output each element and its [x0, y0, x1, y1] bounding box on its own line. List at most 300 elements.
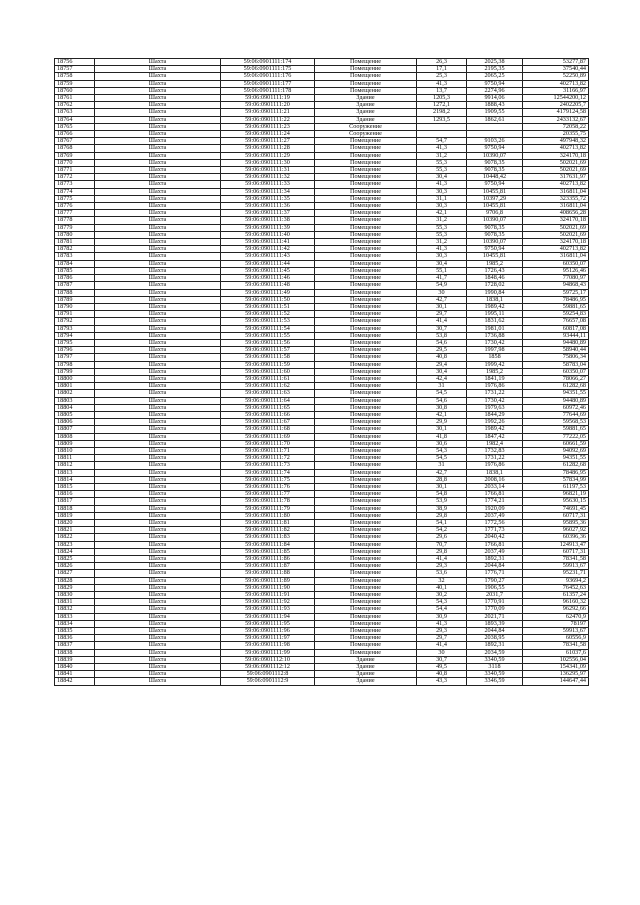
cadastral-number-cell: 59:06:0901111:37	[221, 210, 315, 217]
area-cell: 54,6	[417, 397, 467, 404]
cadastral-number-cell: 59:06:0901111:95	[221, 620, 315, 627]
cadastral-number-cell: 59:06:0901111:70	[221, 440, 315, 447]
row-number-cell: 18815	[55, 483, 95, 490]
table-row	[55, 419, 589, 426]
cadastral-number-cell: 59:06:0901111:94	[221, 613, 315, 620]
unit-value-cell: 10390,07	[467, 217, 523, 224]
location-cell: Шахта	[95, 87, 221, 94]
cadastral-number-cell: 59:06:0901111:92	[221, 599, 315, 606]
unit-value-cell: 2021,71	[467, 613, 523, 620]
area-cell: 32	[417, 577, 467, 584]
location-cell: Шахта	[95, 498, 221, 505]
area-cell: 31,1	[417, 195, 467, 202]
total-value-cell: 61037,6	[523, 649, 589, 656]
table-row	[55, 606, 589, 613]
object-type-cell: Помещение	[315, 354, 417, 361]
total-value-cell: 77222,05	[523, 433, 589, 440]
unit-value-cell: 1985,2	[467, 368, 523, 375]
table-row	[55, 152, 589, 159]
location-cell: Шахта	[95, 390, 221, 397]
cadastral-number-cell: 59:06:0901111:90	[221, 584, 315, 591]
cadastral-number-cell: 59:06:0901111:41	[221, 239, 315, 246]
table-row	[55, 260, 589, 267]
location-cell: Шахта	[95, 613, 221, 620]
cadastral-number-cell: 59:06:0901112:12	[221, 664, 315, 671]
row-number-cell: 18767	[55, 138, 95, 145]
location-cell: Шахта	[95, 642, 221, 649]
location-cell: Шахта	[95, 318, 221, 325]
unit-value-cell: 1999,42	[467, 361, 523, 368]
area-cell: 41,3	[417, 80, 467, 87]
cadastral-number-cell: 59:06:0901111:82	[221, 527, 315, 534]
object-type-cell: Помещение	[315, 318, 417, 325]
object-type-cell: Помещение	[315, 311, 417, 318]
unit-value-cell: 9750,94	[467, 145, 523, 152]
location-cell: Шахта	[95, 145, 221, 152]
total-value-cell: 316811,04	[523, 203, 589, 210]
area-cell: 30,4	[417, 260, 467, 267]
object-type-cell: Помещение	[315, 570, 417, 577]
cadastral-number-cell: 59:06:0901111:86	[221, 556, 315, 563]
row-number-cell: 18807	[55, 426, 95, 433]
table-row	[55, 217, 589, 224]
cadastral-number-cell: 59:06:0901111:57	[221, 347, 315, 354]
table-row	[55, 512, 589, 519]
location-cell: Шахта	[95, 339, 221, 346]
cadastral-number-cell: 59:06:0901111:69	[221, 433, 315, 440]
object-type-cell: Сооружение	[315, 123, 417, 130]
cadastral-number-cell: 59:06:0901111:80	[221, 512, 315, 519]
table-row	[55, 440, 589, 447]
cadastral-number-cell: 59:06:0901111:54	[221, 325, 315, 332]
total-value-cell: 402713,82	[523, 246, 589, 253]
area-cell: 29,7	[417, 311, 467, 318]
location-cell: Шахта	[95, 354, 221, 361]
unit-value-cell: 1858	[467, 354, 523, 361]
unit-value-cell: 2034,59	[467, 649, 523, 656]
row-number-cell: 18776	[55, 203, 95, 210]
cadastral-number-cell: 59:06:0901111:53	[221, 318, 315, 325]
total-value-cell: 59725,17	[523, 289, 589, 296]
unit-value-cell: 1976,86	[467, 383, 523, 390]
property-table	[54, 58, 589, 686]
location-cell: Шахта	[95, 123, 221, 130]
table-row	[55, 556, 589, 563]
cadastral-number-cell: 59:06:0901111:49	[221, 289, 315, 296]
unit-value-cell: 3118	[467, 664, 523, 671]
total-value-cell: 60717,31	[523, 548, 589, 555]
area-cell: 38,9	[417, 505, 467, 512]
cadastral-number-cell: 59:06:0901111:174	[221, 59, 315, 66]
table-row	[55, 548, 589, 555]
table-row	[55, 383, 589, 390]
object-type-cell: Помещение	[315, 66, 417, 73]
area-cell: 30,3	[417, 253, 467, 260]
row-number-cell: 18809	[55, 440, 95, 447]
cadastral-number-cell: 59:06:0901112:9	[221, 678, 315, 685]
unit-value-cell: 2037,49	[467, 548, 523, 555]
row-number-cell: 18768	[55, 145, 95, 152]
row-number-cell: 18831	[55, 599, 95, 606]
object-type-cell: Помещение	[315, 231, 417, 238]
cadastral-number-cell: 59:06:0901111:74	[221, 469, 315, 476]
cadastral-number-cell: 59:06:0901111:84	[221, 541, 315, 548]
area-cell: 55,3	[417, 159, 467, 166]
row-number-cell: 18813	[55, 469, 95, 476]
table-row	[55, 102, 589, 109]
total-value-cell: 75806,34	[523, 354, 589, 361]
cadastral-number-cell: 59:06:0901111:27	[221, 138, 315, 145]
location-cell: Шахта	[95, 131, 221, 138]
total-value-cell: 324170,18	[523, 217, 589, 224]
location-cell: Шахта	[95, 577, 221, 584]
unit-value-cell: 10390,07	[467, 239, 523, 246]
area-cell: 40,8	[417, 671, 467, 678]
table-row	[55, 635, 589, 642]
cadastral-number-cell: 59:06:0901111:35	[221, 195, 315, 202]
total-value-cell: 316811,04	[523, 253, 589, 260]
location-cell: Шахта	[95, 311, 221, 318]
location-cell: Шахта	[95, 167, 221, 174]
unit-value-cell: 1770,91	[467, 599, 523, 606]
total-value-cell: 60972,46	[523, 404, 589, 411]
cadastral-number-cell: 59:06:0901111:61	[221, 375, 315, 382]
total-value-cell: 402713,82	[523, 181, 589, 188]
object-type-cell: Здание	[315, 95, 417, 102]
row-number-cell: 18764	[55, 116, 95, 123]
unit-value-cell: 1893,39	[467, 620, 523, 627]
table-row	[55, 59, 589, 66]
total-value-cell: 95231,71	[523, 570, 589, 577]
area-cell: 43,3	[417, 678, 467, 685]
object-type-cell: Помещение	[315, 469, 417, 476]
location-cell: Шахта	[95, 375, 221, 382]
unit-value-cell: 1766,81	[467, 541, 523, 548]
unit-value-cell: 10455,81	[467, 203, 523, 210]
row-number-cell: 18822	[55, 534, 95, 541]
location-cell: Шахта	[95, 426, 221, 433]
total-value-cell: 59913,67	[523, 563, 589, 570]
location-cell: Шахта	[95, 296, 221, 303]
location-cell: Шахта	[95, 109, 221, 116]
unit-value-cell: 1862,61	[467, 116, 523, 123]
area-cell: 25,3	[417, 73, 467, 80]
unit-value-cell: 2044,84	[467, 628, 523, 635]
object-type-cell: Помещение	[315, 253, 417, 260]
table-row	[55, 678, 589, 685]
table-row	[55, 563, 589, 570]
table-row	[55, 426, 589, 433]
row-number-cell: 18798	[55, 361, 95, 368]
location-cell: Шахта	[95, 433, 221, 440]
row-number-cell: 18765	[55, 123, 95, 130]
object-type-cell: Помещение	[315, 577, 417, 584]
area-cell: 54,5	[417, 455, 467, 462]
object-type-cell: Помещение	[315, 325, 417, 332]
location-cell: Шахта	[95, 195, 221, 202]
location-cell: Шахта	[95, 556, 221, 563]
area-cell: 30,1	[417, 426, 467, 433]
unit-value-cell: 1997,98	[467, 347, 523, 354]
row-number-cell: 18828	[55, 577, 95, 584]
table-row	[55, 649, 589, 656]
area-cell	[417, 131, 467, 138]
area-cell: 54,7	[417, 138, 467, 145]
cadastral-number-cell: 59:06:0901111:177	[221, 80, 315, 87]
cadastral-number-cell: 59:06:0901111:46	[221, 275, 315, 282]
unit-value-cell: 3346,59	[467, 678, 523, 685]
cadastral-number-cell: 59:06:0901111:78	[221, 498, 315, 505]
total-value-cell: 93694,2	[523, 577, 589, 584]
cadastral-number-cell: 59:06:0901111:40	[221, 231, 315, 238]
total-value-cell: 59913,67	[523, 628, 589, 635]
row-number-cell: 18808	[55, 433, 95, 440]
object-type-cell: Помещение	[315, 599, 417, 606]
area-cell: 54,3	[417, 599, 467, 606]
object-type-cell: Помещение	[315, 483, 417, 490]
area-cell: 29,9	[417, 419, 467, 426]
row-number-cell: 18783	[55, 253, 95, 260]
object-type-cell: Помещение	[315, 440, 417, 447]
location-cell: Шахта	[95, 483, 221, 490]
cadastral-number-cell: 59:06:0901111:60	[221, 368, 315, 375]
row-number-cell: 18800	[55, 375, 95, 382]
unit-value-cell: 1790,27	[467, 577, 523, 584]
area-cell: 40,8	[417, 354, 467, 361]
object-type-cell: Помещение	[315, 411, 417, 418]
area-cell	[417, 123, 467, 130]
area-cell: 42,7	[417, 469, 467, 476]
row-number-cell: 18757	[55, 66, 95, 73]
area-cell: 41,8	[417, 433, 467, 440]
total-value-cell: 102556,04	[523, 656, 589, 663]
unit-value-cell: 9078,35	[467, 224, 523, 231]
row-number-cell: 18833	[55, 613, 95, 620]
unit-value-cell: 1776,71	[467, 570, 523, 577]
cadastral-number-cell: 59:06:0901111:93	[221, 606, 315, 613]
area-cell: 54,8	[417, 491, 467, 498]
area-cell: 42,1	[417, 210, 467, 217]
area-cell: 31	[417, 383, 467, 390]
location-cell: Шахта	[95, 253, 221, 260]
table-row	[55, 447, 589, 454]
row-number-cell: 18797	[55, 354, 95, 361]
object-type-cell: Помещение	[315, 404, 417, 411]
object-type-cell: Здание	[315, 102, 417, 109]
object-type-cell: Помещение	[315, 433, 417, 440]
cadastral-number-cell: 59:06:0901111:43	[221, 253, 315, 260]
location-cell: Шахта	[95, 534, 221, 541]
area-cell: 54,6	[417, 339, 467, 346]
location-cell: Шахта	[95, 239, 221, 246]
table-row	[55, 570, 589, 577]
table-row	[55, 282, 589, 289]
area-cell: 53,6	[417, 570, 467, 577]
location-cell: Шахта	[95, 210, 221, 217]
row-number-cell: 18769	[55, 152, 95, 159]
area-cell: 31	[417, 462, 467, 469]
cadastral-number-cell: 59:06:0901111:23	[221, 123, 315, 130]
row-number-cell: 18779	[55, 224, 95, 231]
total-value-cell: 502021,69	[523, 224, 589, 231]
total-value-cell: 78341,58	[523, 556, 589, 563]
total-value-cell: 78486,95	[523, 469, 589, 476]
unit-value-cell: 1838,1	[467, 469, 523, 476]
unit-value-cell: 1985,2	[467, 260, 523, 267]
cadastral-number-cell: 59:06:0901111:34	[221, 188, 315, 195]
location-cell: Шахта	[95, 289, 221, 296]
row-number-cell: 18838	[55, 649, 95, 656]
area-cell: 28,8	[417, 476, 467, 483]
area-cell: 29,8	[417, 548, 467, 555]
row-number-cell: 18777	[55, 210, 95, 217]
table-row	[55, 174, 589, 181]
table-row	[55, 671, 589, 678]
area-cell: 30,8	[417, 404, 467, 411]
area-cell: 26,3	[417, 59, 467, 66]
unit-value-cell: 9914,06	[467, 95, 523, 102]
unit-value-cell: 3340,59	[467, 656, 523, 663]
unit-value-cell: 2025,38	[467, 59, 523, 66]
table-row	[55, 520, 589, 527]
total-value-cell: 94351,55	[523, 455, 589, 462]
row-number-cell: 18806	[55, 419, 95, 426]
object-type-cell: Помещение	[315, 210, 417, 217]
total-value-cell: 94480,89	[523, 339, 589, 346]
table-row	[55, 390, 589, 397]
table-row	[55, 73, 589, 80]
unit-value-cell: 1990,84	[467, 289, 523, 296]
object-type-cell: Сооружение	[315, 131, 417, 138]
unit-value-cell: 1766,81	[467, 491, 523, 498]
unit-value-cell: 1989,42	[467, 426, 523, 433]
table-row	[55, 210, 589, 217]
row-number-cell: 18775	[55, 195, 95, 202]
table-row	[55, 339, 589, 346]
location-cell: Шахта	[95, 224, 221, 231]
location-cell: Шахта	[95, 303, 221, 310]
row-number-cell: 18774	[55, 188, 95, 195]
cadastral-number-cell: 59:06:0901111:97	[221, 635, 315, 642]
cadastral-number-cell: 59:06:0901111:48	[221, 282, 315, 289]
table-row	[55, 116, 589, 123]
total-value-cell: 497948,32	[523, 138, 589, 145]
area-cell: 30,7	[417, 325, 467, 332]
document-page	[54, 58, 588, 686]
location-cell: Шахта	[95, 548, 221, 555]
location-cell: Шахта	[95, 347, 221, 354]
total-value-cell: 95630,15	[523, 498, 589, 505]
row-number-cell: 18832	[55, 606, 95, 613]
row-number-cell: 18819	[55, 512, 95, 519]
cadastral-number-cell: 59:06:0901111:72	[221, 455, 315, 462]
object-type-cell: Помещение	[315, 87, 417, 94]
location-cell: Шахта	[95, 138, 221, 145]
area-cell: 41,4	[417, 318, 467, 325]
row-number-cell: 18784	[55, 260, 95, 267]
unit-value-cell	[467, 131, 523, 138]
location-cell: Шахта	[95, 563, 221, 570]
location-cell: Шахта	[95, 635, 221, 642]
row-number-cell: 18801	[55, 383, 95, 390]
row-number-cell: 18821	[55, 527, 95, 534]
area-cell: 29,7	[417, 635, 467, 642]
table-row	[55, 397, 589, 404]
unit-value-cell: 1844,29	[467, 411, 523, 418]
unit-value-cell: 2037,49	[467, 512, 523, 519]
cadastral-number-cell: 59:06:0901111:39	[221, 224, 315, 231]
location-cell: Шахта	[95, 455, 221, 462]
row-number-cell: 18802	[55, 390, 95, 397]
row-number-cell: 18772	[55, 174, 95, 181]
area-cell: 41,3	[417, 145, 467, 152]
area-cell: 41,3	[417, 246, 467, 253]
area-cell: 41,3	[417, 181, 467, 188]
location-cell: Шахта	[95, 469, 221, 476]
area-cell: 55,3	[417, 224, 467, 231]
cadastral-number-cell: 59:06:0901112:8	[221, 671, 315, 678]
table-row	[55, 203, 589, 210]
cadastral-number-cell: 59:06:0901111:77	[221, 491, 315, 498]
location-cell: Шахта	[95, 282, 221, 289]
cadastral-number-cell: 59:06:0901111:79	[221, 505, 315, 512]
total-value-cell: 60817,08	[523, 325, 589, 332]
table-row	[55, 145, 589, 152]
cadastral-number-cell: 59:06:0901111:50	[221, 296, 315, 303]
object-type-cell: Помещение	[315, 361, 417, 368]
unit-value-cell: 1920,09	[467, 505, 523, 512]
area-cell: 29,5	[417, 347, 467, 354]
row-number-cell: 18789	[55, 296, 95, 303]
area-cell: 42,1	[417, 411, 467, 418]
object-type-cell: Помещение	[315, 620, 417, 627]
unit-value-cell: 2274,96	[467, 87, 523, 94]
row-number-cell: 18823	[55, 541, 95, 548]
object-type-cell: Здание	[315, 664, 417, 671]
object-type-cell: Помещение	[315, 203, 417, 210]
object-type-cell: Помещение	[315, 613, 417, 620]
total-value-cell: 61357,24	[523, 592, 589, 599]
total-value-cell: 78341,58	[523, 642, 589, 649]
row-number-cell: 18818	[55, 505, 95, 512]
cadastral-number-cell: 59:06:0901111:36	[221, 203, 315, 210]
row-number-cell: 18795	[55, 339, 95, 346]
cadastral-number-cell: 59:06:0901111:30	[221, 159, 315, 166]
object-type-cell: Помещение	[315, 246, 417, 253]
total-value-cell: 136295,97	[523, 671, 589, 678]
total-value-cell: 60661,59	[523, 440, 589, 447]
area-cell: 49,5	[417, 664, 467, 671]
row-number-cell: 18771	[55, 167, 95, 174]
total-value-cell: 59881,65	[523, 303, 589, 310]
location-cell: Шахта	[95, 505, 221, 512]
area-cell: 2198,2	[417, 109, 467, 116]
table-row	[55, 253, 589, 260]
object-type-cell: Помещение	[315, 642, 417, 649]
table-row	[55, 592, 589, 599]
location-cell: Шахта	[95, 527, 221, 534]
location-cell: Шахта	[95, 671, 221, 678]
location-cell: Шахта	[95, 584, 221, 591]
total-value-cell: 53277,87	[523, 59, 589, 66]
area-cell: 29,3	[417, 628, 467, 635]
row-number-cell: 18792	[55, 318, 95, 325]
total-value-cell: 96292,66	[523, 606, 589, 613]
unit-value-cell: 1909,55	[467, 109, 523, 116]
location-cell: Шахта	[95, 592, 221, 599]
total-value-cell: 61282,68	[523, 383, 589, 390]
location-cell: Шахта	[95, 541, 221, 548]
